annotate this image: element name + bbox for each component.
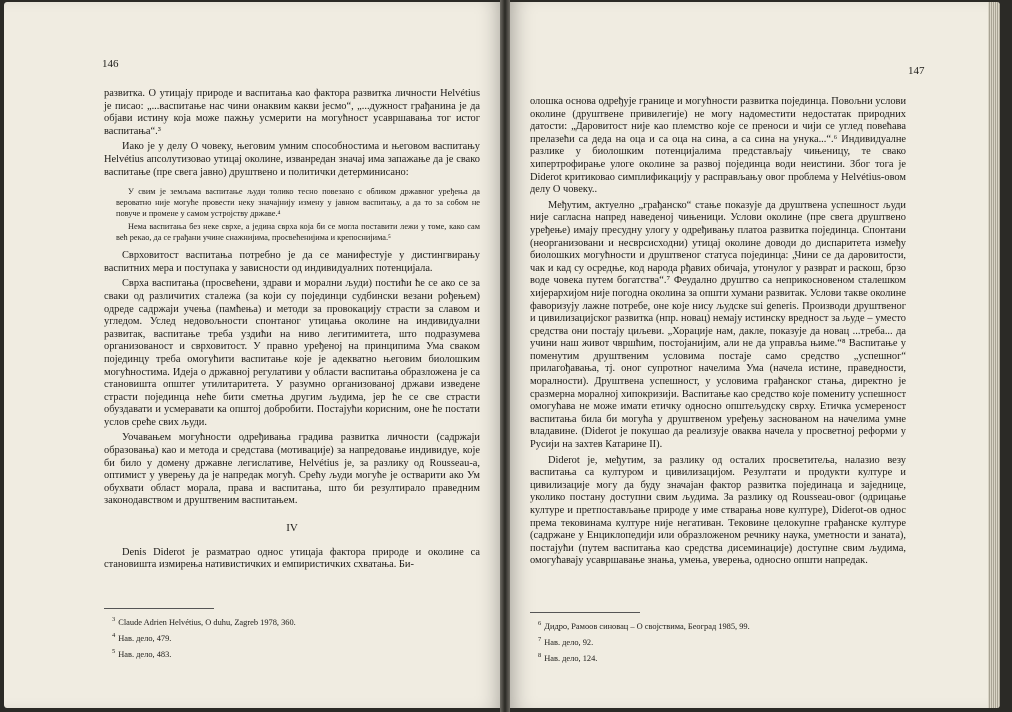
quote-paragraph: У свим је земљама васпитање људи толико тесно повезано с обликом државног уређења да вероватно није могуће провести неку значајнију измену у јавном васпитању, а да то за собом не повуче и промене у самом устројству државе.⁴ [116, 187, 480, 219]
paragraph: Denis Diderot је разматрао однос утицаја фактора природе и околине са становишта измирења нативистичких и емпиристичких схватања. Би- [104, 546, 480, 571]
paragraph: Сврха васпитања (просвећени, здрави и морални људи) постићи ће се ако се за сваки од различитих сталежа (за који су појединци судбински везани рођењем) одреде садржаји учења (памћења) и методи за провокацију страсти за славом и угледом. Услед недовољности спонтаног утицања околине на индивидуални развитак, васпитање треба уздићи на ниво легитимитета, што подразумева организованост и сврховитост. У правно уређеној на принципима Ума сваком појединцу треба омогућити васпитање које је адекватно његовим биолошким могућностима. Идеја о државној регулативи у области васпитања образложена је са становишта општег утилитаритета. У разумно организованој држави изведене страсти појединца неће бити сметња другим људима, јер ће се све страсти обуздавати и усмеравати ка општој добробити. Постајући корисним, оне ће постати услов среће свих људи. [104, 278, 480, 428]
paragraph: развитка. О утицају природе и васпитања као фактора развитка личности Helvétius је писао: „...васпитање нас чини онаквим какви јесмо“, „...дужност грађанина је да објави истину која може пажњу усмерити на могућност усавршавања тог истог васпитања“.³ [104, 88, 480, 137]
footnote: $^5$ Нав. дело, 483. [112, 647, 172, 659]
footnotes-right [538, 617, 750, 664]
footnote: $^7$ Нав. дело, 92. [538, 635, 594, 647]
quote-paragraph: Нема васпитања без неке сврхе, а једина сврха која би се могла поставити лежи у томе, како сам већ рекао, да се грађани учине снажнијима, просвећенијима и крепоснијима.⁵ [116, 222, 480, 243]
left-page-body [104, 88, 480, 575]
page-edges [988, 2, 1000, 708]
footnote: $^8$ Нав. дело, 124. [538, 651, 598, 663]
paragraph: Уочавањем могућности одређивања градива развитка личности (садржаји образовања) као и метода и средстава (мотивације) за напредовање индивидуе, које би било у домену државне легислативе, Helvétius је, за разлику од Rousseau-a, оптимист у уверењу да је напредак могућ. Срећу људи могуће је остварити ако Ум обухвати област морала, права и васпитања, што би резултирало праведним законодавством и друштвеним васпитањем. [104, 432, 480, 507]
footnote: $^6$ Дидро, Рамоов синовац – О својствима, Београд 1985, 99. [538, 620, 750, 631]
right-page [508, 2, 1000, 708]
page-number-right: 147 [908, 65, 925, 77]
footnotes-left [112, 613, 296, 660]
footnote-divider [104, 608, 214, 609]
paragraph: Међутим, актуелно „грађанско“ стање показује да друштвена успешност људи није сагласна напред наведеној чињеници. Услови околине (пре свега друштвено уређење) имају пресудну улогу у одређивању платоа развитка појединца. Спонтани (неорганизовани и несврсисходни) утицај околине доводи до диспаритета између биолошких могућности и друштвеног статуса појединца: „Чини се да даровитости, чак и кад су осредње, код народа рђавих обичаја, утонулог у разврат и раскош, брзо воде човека путем богатства“.⁷ Феудално друштво са неприкосновеном сталешком хијерархијом није погодна околина за општи хумани развитак. Услови такве околине фаворизују лажне потребе, оне које нису људске sui generis. Производи друштвеног и цивилизацијског развитка (нпр. новац) немају истинску вредност за људе – уместо средства они постају циљеви. „Хорације нам, дакле, показује да новац ...треба... да учини наш живот чвршћим, постојанијим, али не да управља њиме.“⁸ Васпитање у поменутим друштвеним условима постаје само средство „успешног“ прилагођавања, тј. оног супротног начелима Ума (начела истине, праведности, моралности). Друштвена успешност, у условима грађанског стања, директно је сразмерна моралној хипокризији. Васпитање као средство које помениту успешност омогућава не може имати етичку односно општељудску сврху. Етичка усмереност васпитања била би могућа у друштвеном уређењу заснованом на начелима умне владавине. (Diderot је покушао да реализује оваква начела у просветној реформи у Русији на захтев Катарине II). [530, 199, 906, 451]
left-page [4, 2, 504, 708]
block-quote [116, 186, 480, 243]
footnote-divider [530, 612, 640, 613]
paragraph: олошка основа одређује границе и могућности развитка појединца. Повољни услови околине (друштвене привилегије) не могу надоместити недостатак природних датости: „Даровитост није као племство које се преноси и чији се углед повећава прелазећи са деда на оца и са оца на сина, а са сина на унука...“.⁶ Индивидуалне разлике у биолошким потенцијалима представљају чињеницу, те свако хипертрофирање улоге околине за развој појединца води неистини. Због тога је Diderot критиковао симплификацију у расправљању овог проблема у Helvétius-овом делу О човеку.. [530, 96, 906, 196]
paragraph: Diderot је, међутим, за разлику од осталих просветитеља, налазио везу васпитања са културом и цивилизацијом. Резултати и продукти културе и цивилизације могу да буду значајан фактор развитка појединаца и заједнице, уколико постану доступни свим људима. За разлику од Rousseau-овог (одрицање културе и претпостављање природе у име стварања нове културе), Diderot-ов однос према тековинама културе није негативан. Тековине целокупне грађанске културе (садржане у Енциклопедији или образложеном речнику наука, уметности и заната), постајући (путем васпитања као средства дисеминације) доступне свим људима, омогућавају усавршавање знања, умења, уверења, односно општи напредак. [530, 454, 906, 567]
section-heading: IV [286, 522, 298, 535]
footnote: $^4$ Нав. дело, 479. [112, 631, 172, 643]
footnote: $^3$ Claude Adrien Helvétius, O duhu, Zagreb 1978, 360. [112, 616, 296, 627]
page-number-left: 146 [102, 58, 119, 70]
paragraph: Сврховитост васпитања потребно је да се манифестује у дистингвирању васпитних мера и поступака у зависности од индивидуалних потенцијала. [104, 250, 480, 274]
book-gutter [500, 0, 510, 712]
right-page-body [530, 96, 906, 571]
paragraph: Иако је у делу О човеку, његовим умним способностима и његовом васпитању Helvétius апсолутизовао утицај околине, изванредан значај има запажање да је свако васпитање (пре свега јавно) друштвено и политички детерминисано: [104, 141, 480, 178]
